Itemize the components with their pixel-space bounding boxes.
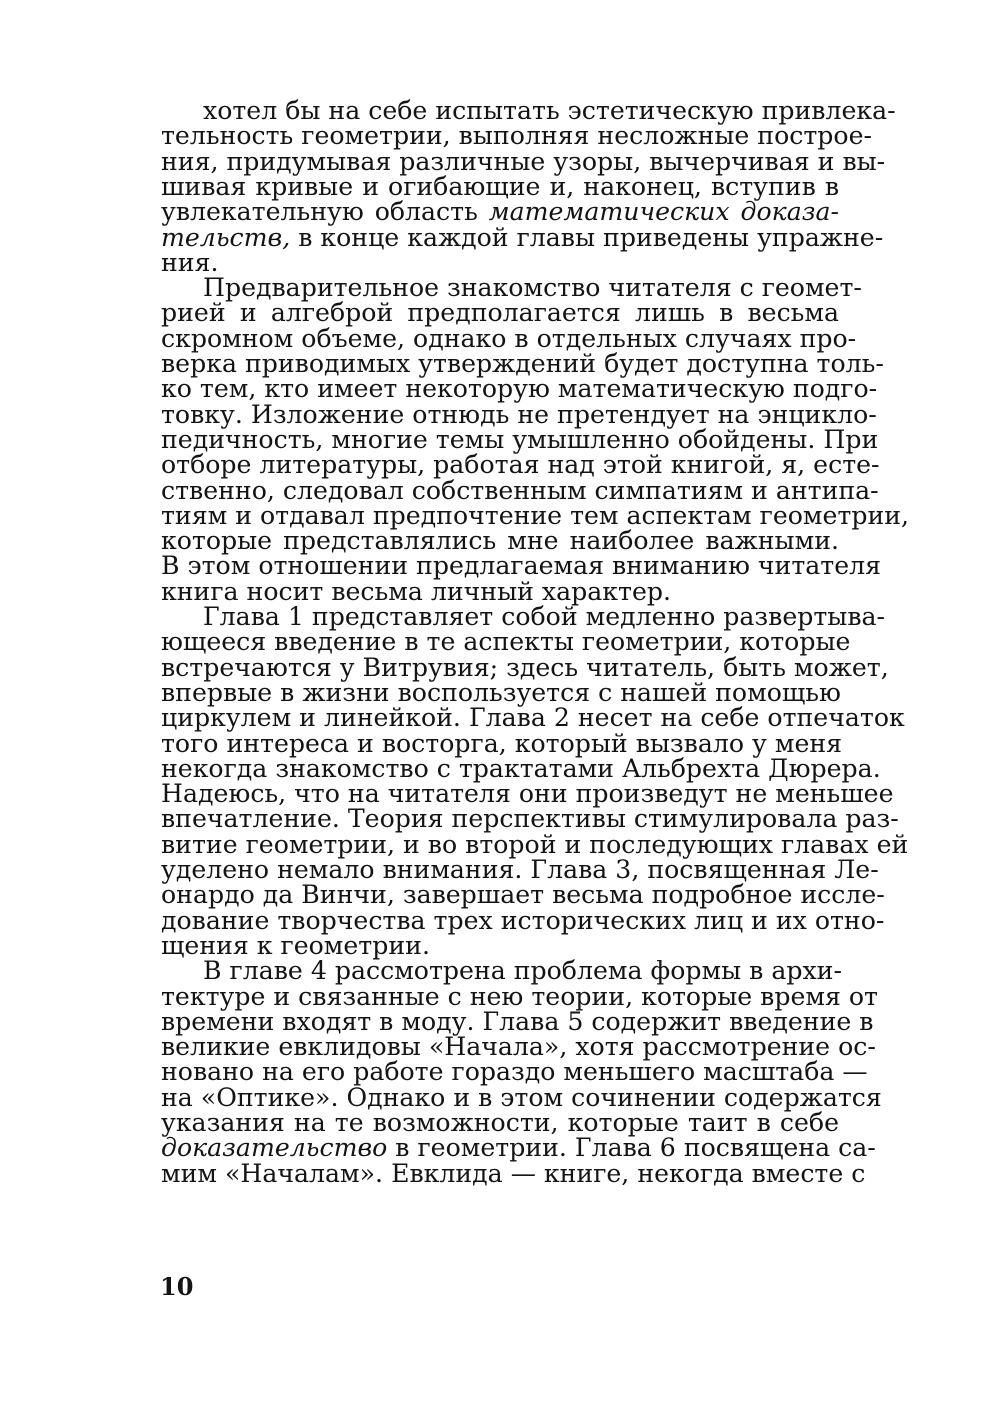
text-segment: тельность геометрии, выполняя несложные построе- <box>161 121 873 151</box>
text-segment: которые представлялись мне наиболее важными. <box>161 526 839 556</box>
page-number: 10 <box>160 1272 194 1301</box>
text-segment: рией и алгеброй предполагается лишь в весьма <box>161 298 839 328</box>
text-segment: ющееся введение в те аспекты геометрии, которые <box>161 627 851 657</box>
text-segment: встречаются у Витрувия; здесь читатель, быть может, <box>161 652 889 682</box>
text-segment: товку. Изложение отнюдь не претендует на энцикло- <box>161 399 877 429</box>
text-segment: ко тем, кто имеет некоторую математическую подго- <box>161 374 878 404</box>
text-segment: витие геометрии, и во второй и последующих главах ей <box>161 829 909 859</box>
text-segment: времени входят в моду. Глава 5 содержит введение в <box>161 1006 874 1036</box>
text-segment: увлекательную область <box>161 197 489 227</box>
text-segment: дование творчества трех исторических лиц и их отно- <box>161 905 885 935</box>
text-segment: ния. <box>161 247 219 277</box>
text-segment: ния, придумывая различные узоры, вычерчивая и вы- <box>161 146 886 176</box>
text-segment: скромном объеме, однако в отдельных случаях про- <box>161 323 857 353</box>
italic-text: математических доказа- <box>488 197 839 227</box>
text-segment: великие евклидовы «Начала», хотя рассмотрение ос- <box>161 1032 876 1062</box>
text-segment: новано на его работе гораздо меньшего масштаба — <box>161 1057 868 1087</box>
text-line <box>161 1158 866 1189</box>
text-segment: тектуре и связанные с нею теории, которые время от <box>161 981 878 1011</box>
text-segment: уделено немало внимания. Глава 3, посвященная Ле- <box>161 855 879 884</box>
text-segment: верка приводимых утверждений будет доступна толь- <box>161 349 884 378</box>
text-segment: шивая кривые и огибающие и, наконец, вступив в <box>161 171 839 201</box>
text-segment: того интереса и восторга, который вызвало у меня <box>161 728 843 758</box>
text-segment: на «Оптике». Однако и в этом сочинении содержатся <box>161 1082 882 1112</box>
text-segment: мим «Началам». Евклида — книге, некогда вместе с <box>161 1158 866 1188</box>
text-segment: указания на те возможности, которые таит в себе <box>161 1108 839 1137</box>
text-segment: Предварительное знакомство читателя с геомет- <box>203 273 862 303</box>
italic-text: доказательство <box>161 1133 388 1163</box>
italic-text: тельств, <box>161 222 291 252</box>
text-segment: в геометрии. Глава 6 посвящена са- <box>387 1133 876 1163</box>
text-segment: педичность, многие темы умышленно обойдены. При <box>161 424 879 454</box>
text-segment: некогда знакомство с трактатами Альбрехта Дюрера. <box>161 753 881 783</box>
text-segment: отборе литературы, работая над этой книгой, я, есте- <box>161 450 880 480</box>
text-segment: в конце каждой главы приведены упражне- <box>290 222 884 252</box>
text-segment: ственно, следовал собственным симпатиям и антипа- <box>161 475 879 505</box>
text-segment: впервые в жизни воспользуется с нашей помощью <box>161 677 841 707</box>
text-segment: В главе 4 рассмотрена проблема формы в архи- <box>203 956 842 986</box>
text-segment: Глава 1 представляет собой медленно развертыва- <box>203 602 886 631</box>
text-segment: впечатление. Теория перспективы стимулировала раз- <box>161 804 899 834</box>
text-segment: книга носит весьма личный характер. <box>161 576 671 606</box>
text-segment: онардо да Винчи, завершает весьма подробное иссле- <box>161 880 885 910</box>
text-segment: тиям и отдавал предпочтение тем аспектам геометрии, <box>161 500 910 530</box>
text-segment: циркулем и линейкой. Глава 2 несет на себе отпечаток <box>161 703 905 733</box>
text-segment: хотел бы на себе испытать эстетическую привлека- <box>203 96 896 125</box>
text-segment: В этом отношении предлагаемая вниманию читателя <box>161 551 882 581</box>
text-segment: щения к геометрии. <box>161 930 430 960</box>
text-segment: Надеюсь, что на читателя они произведут не меньшее <box>161 779 894 809</box>
